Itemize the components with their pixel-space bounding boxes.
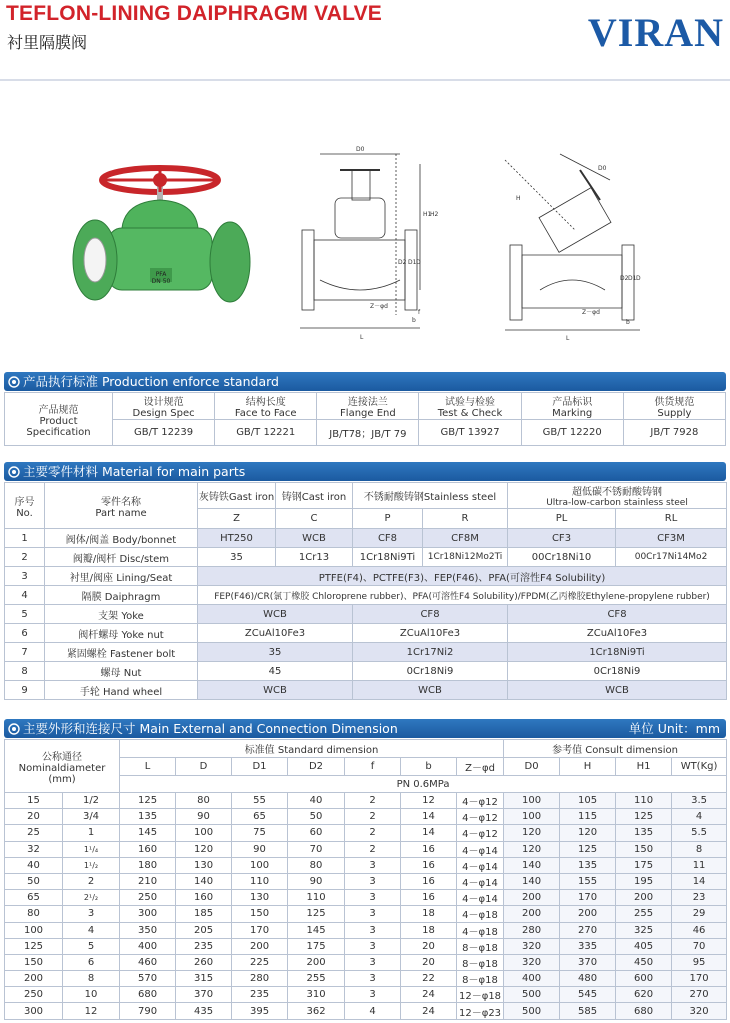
dim-cell: 120 — [504, 841, 560, 857]
mat-code: R — [423, 509, 508, 529]
dim-cell: 680 — [616, 1003, 672, 1019]
section-standard-title: 产品执行标准 Production enforce standard — [23, 374, 279, 389]
dim-cell: 405 — [616, 938, 672, 954]
dim-cell: 55 — [232, 793, 288, 809]
dim-cell: 3 — [345, 922, 401, 938]
dim-cell: 105 — [560, 793, 616, 809]
section-material-title: 主要零件材料 Material for main parts — [23, 464, 246, 479]
dim-cell: 335 — [560, 938, 616, 954]
mat-code: RL — [616, 509, 727, 529]
dim-cell: 195 — [616, 873, 672, 889]
dim-cell: 23 — [672, 890, 727, 906]
dim-cell: 10 — [63, 987, 120, 1003]
table-row: 6 阀杆螺母 Yoke nut ZCuAl10Fe3 ZCuAl10Fe3 ZCuAl10Fe3 — [5, 624, 727, 643]
dim-label-d1-angle: D1 — [628, 275, 637, 282]
dim-cell: 120 — [176, 841, 232, 857]
table-row — [5, 825, 727, 841]
dim-cell: 6 — [63, 954, 120, 970]
dim-cell: 3 — [345, 954, 401, 970]
dim-col-header: H1 — [616, 758, 672, 776]
std-value: JB/T78；JB/T 79 — [317, 420, 419, 446]
table-row: 2 阀瓣/阀杆 Disc/stem 35 1Cr13 1Cr18Ni9Ti 1Cr18Ni12Mo2Ti 00Cr18Ni10 00Cr17Ni14Mo2 — [5, 548, 727, 567]
dim-cell: 370 — [176, 987, 232, 1003]
dim-cell: 180 — [120, 857, 176, 873]
angle-valve-drawing — [505, 154, 640, 330]
dim-cell: 40 — [288, 793, 345, 809]
dim-label-d2-straight: D2 — [398, 259, 407, 266]
dim-cell: 1¹/₄ — [63, 841, 120, 857]
dim-cell: 130 — [176, 857, 232, 873]
dim-cell: 8－φ18 — [457, 971, 504, 987]
dim-cell: 80 — [5, 906, 63, 922]
dim-cell: 150 — [5, 954, 63, 970]
dim-col-header: H — [560, 758, 616, 776]
dim-cell: 25 — [5, 825, 63, 841]
dim-cell: 2 — [345, 793, 401, 809]
dim-cell: 170 — [560, 890, 616, 906]
dim-cell: 395 — [232, 1003, 288, 1019]
photo-marking-line2: DN 50 — [151, 278, 171, 285]
std-col-header: 连接法兰 Flange End — [317, 393, 419, 420]
dim-col-header: WT(Kg) — [672, 758, 727, 776]
product-figure — [0, 140, 730, 345]
dim-cell: 4 — [672, 809, 727, 825]
dim-cell: 4－φ12 — [457, 825, 504, 841]
dim-cell: 125 — [616, 809, 672, 825]
std-col-header: 设计规范 Design Spec — [113, 393, 215, 420]
dim-cell: 8 — [63, 971, 120, 987]
dim-label-zd-straight: Z－φd — [370, 303, 388, 310]
dim-cell: 46 — [672, 922, 727, 938]
dim-cell: 2 — [345, 809, 401, 825]
dim-label-d-angle: D — [636, 275, 641, 282]
dim-label-l-angle: L — [566, 335, 570, 342]
product-spec-label-en2: Specification — [26, 426, 91, 438]
dim-cell: 20 — [401, 954, 457, 970]
dim-cell: 4－φ14 — [457, 873, 504, 889]
photo-marking-line1: PFA — [155, 271, 167, 278]
dim-cell: 135 — [560, 857, 616, 873]
dim-cell: 145 — [120, 825, 176, 841]
dim-cell: 235 — [176, 938, 232, 954]
dim-cell: 3 — [345, 906, 401, 922]
dim-cell: 130 — [232, 890, 288, 906]
dim-cell: 2 — [345, 841, 401, 857]
table-row: 9 手轮 Hand wheel WCB WCB WCB — [5, 681, 727, 700]
dim-cell: 1 — [63, 825, 120, 841]
dim-cell: 140 — [504, 857, 560, 873]
dim-cell: 95 — [672, 954, 727, 970]
dim-cell: 400 — [120, 938, 176, 954]
dim-label-b-straight: b — [412, 317, 416, 324]
dim-cell: 32 — [5, 841, 63, 857]
std-value: GB/T 12220 — [521, 420, 623, 446]
page-title: TEFLON-LINING DAIPHRAGM VALVE — [6, 2, 383, 25]
dim-cell: 3 — [345, 987, 401, 1003]
dim-cell: 3 — [345, 873, 401, 889]
dim-cell: 22 — [401, 971, 457, 987]
dim-cell: 20 — [5, 809, 63, 825]
dim-cell: 310 — [288, 987, 345, 1003]
dim-cell: 125 — [288, 906, 345, 922]
std-value: GB/T 13927 — [419, 420, 521, 446]
dim-cell: 155 — [560, 873, 616, 889]
section-dimension-title: 主要外形和连接尺寸 Main External and Connection Dimension — [23, 721, 398, 736]
dim-cell: 1/2 — [63, 793, 120, 809]
dim-cell: 150 — [232, 906, 288, 922]
dim-cell: 75 — [232, 825, 288, 841]
dim-cell: 120 — [504, 825, 560, 841]
dim-cell: 315 — [176, 971, 232, 987]
dim-cell: 50 — [288, 809, 345, 825]
mat-head-part: 零件名称 Part name — [45, 483, 198, 529]
dim-cell: 585 — [560, 1003, 616, 1019]
dim-cell: 3 — [345, 890, 401, 906]
dim-cell: 3 — [345, 857, 401, 873]
dim-cell: 4－φ14 — [457, 890, 504, 906]
dim-cell: 110 — [232, 873, 288, 889]
table-row: 5 支架 Yoke WCB CF8 CF8 — [5, 605, 727, 624]
dim-cell: 480 — [560, 971, 616, 987]
table-row — [5, 971, 727, 987]
dim-cell: 18 — [401, 922, 457, 938]
table-row: 7 紧固螺栓 Fastener bolt 35 1Cr17Ni2 1Cr18Ni9Ti — [5, 643, 727, 662]
dimension-table — [4, 739, 727, 1020]
dim-cell: 3 — [63, 906, 120, 922]
dim-cell: 200 — [560, 906, 616, 922]
dim-col-header: b — [401, 758, 457, 776]
dim-cell: 790 — [120, 1003, 176, 1019]
mat-code: PL — [508, 509, 616, 529]
dim-cell: 15 — [5, 793, 63, 809]
mat-head-ulc: 超低碳不锈耐酸铸钢 Ultra-low-carbon stainless steel — [508, 483, 727, 509]
mat-head-stainless: 不锈耐酸铸钢Stainless steel — [353, 483, 508, 509]
dim-cell: 300 — [120, 906, 176, 922]
dim-head-consult: 参考值 Consult dimension — [504, 740, 727, 758]
table-row: 3 衬里/阀座 Lining/Seat PTFE(F4)、PCTFE(F3)、FEP(F46)、PFA(可溶性F4 Solubility) — [5, 567, 727, 586]
table-row — [5, 873, 727, 889]
dim-cell: 120 — [560, 825, 616, 841]
product-spec-label-cn: 产品规范 — [38, 404, 79, 416]
dim-cell: 135 — [616, 825, 672, 841]
dim-cell: 450 — [616, 954, 672, 970]
dim-cell: 210 — [120, 873, 176, 889]
dim-cell: 200 — [504, 890, 560, 906]
dim-cell: 8－φ18 — [457, 954, 504, 970]
dim-cell: 4－φ18 — [457, 906, 504, 922]
dim-label-zd-angle: Z－φd — [582, 309, 600, 316]
dim-cell: 435 — [176, 1003, 232, 1019]
dim-cell: 500 — [504, 987, 560, 1003]
table-row — [5, 1003, 727, 1019]
dim-cell: 160 — [120, 841, 176, 857]
dim-cell: 200 — [232, 938, 288, 954]
dim-label-d-straight: D — [416, 259, 421, 266]
mat-head-gray-iron: 灰铸铁Gast iron — [198, 483, 276, 509]
dim-cell: 24 — [401, 987, 457, 1003]
dim-cell: 250 — [120, 890, 176, 906]
dim-cell: 5 — [63, 938, 120, 954]
dim-cell: 3 — [345, 971, 401, 987]
dim-label-f-straight: f — [418, 309, 421, 316]
dim-cell: 65 — [5, 890, 63, 906]
dim-cell: 2¹/₂ — [63, 890, 120, 906]
dim-cell: 325 — [616, 922, 672, 938]
std-col-header: 产品标识 Marking — [521, 393, 623, 420]
dim-cell: 200 — [288, 954, 345, 970]
dim-cell: 140 — [504, 873, 560, 889]
brand-logo: VIRAN — [587, 10, 724, 55]
table-row — [5, 793, 727, 809]
dim-cell: 110 — [288, 890, 345, 906]
header-divider — [0, 79, 730, 81]
dim-cell: 80 — [288, 857, 345, 873]
mat-head-cast-steel: 铸钢Cast iron — [276, 483, 353, 509]
dim-cell: 14 — [401, 825, 457, 841]
dim-col-header: D — [176, 758, 232, 776]
unit-label: 单位 Unit：mm — [628, 721, 720, 736]
dim-cell: 100 — [176, 825, 232, 841]
dim-cell: 460 — [120, 954, 176, 970]
dim-cell: 500 — [504, 1003, 560, 1019]
dim-cell: 145 — [288, 922, 345, 938]
std-col-header: 结构长度 Face to Face — [215, 393, 317, 420]
dim-cell: 125 — [560, 841, 616, 857]
dim-label-l-straight: L — [360, 334, 364, 341]
dim-label-b-angle: b — [626, 319, 630, 326]
dim-cell: 140 — [176, 873, 232, 889]
dim-cell: 160 — [176, 890, 232, 906]
section-material-header — [4, 462, 726, 481]
dim-cell: 65 — [232, 809, 288, 825]
product-spec-label-cell — [5, 393, 113, 446]
table-row: 4 隔膜 Daiphragm FEP(F46)/CR(氯丁橡胶 Chloroprene rubber)、PFA(可溶性F4 Solubility)/FPDM(乙丙橡胶Ethylene-propylene rubber) — [5, 586, 727, 605]
dim-cell: 225 — [232, 954, 288, 970]
dim-cell: 200 — [5, 971, 63, 987]
table-row — [5, 954, 727, 970]
table-row — [5, 809, 727, 825]
dim-cell: 3.5 — [672, 793, 727, 809]
dim-cell: 12－φ23 — [457, 1003, 504, 1019]
dim-cell: 255 — [616, 906, 672, 922]
dim-cell: 24 — [401, 1003, 457, 1019]
mat-code: C — [276, 509, 353, 529]
dim-cell: 50 — [5, 873, 63, 889]
dim-cell: 362 — [288, 1003, 345, 1019]
dim-cell: 320 — [504, 938, 560, 954]
material-table — [4, 482, 727, 700]
dim-cell: 400 — [504, 971, 560, 987]
dim-cell: 14 — [672, 873, 727, 889]
dim-cell: 16 — [401, 873, 457, 889]
dim-cell: 135 — [120, 809, 176, 825]
dim-cell: 545 — [560, 987, 616, 1003]
dim-cell: 100 — [5, 922, 63, 938]
dim-cell: 1¹/₂ — [63, 857, 120, 873]
table-row — [5, 841, 727, 857]
dim-cell: 370 — [560, 954, 616, 970]
dim-cell: 350 — [120, 922, 176, 938]
section-dimension-header — [4, 719, 726, 738]
dim-cell: 175 — [616, 857, 672, 873]
dim-cell: 125 — [5, 938, 63, 954]
table-row — [5, 922, 727, 938]
dim-label-d2-angle: D2 — [620, 275, 629, 282]
table-row — [5, 890, 727, 906]
dim-cell: 170 — [672, 971, 727, 987]
dim-cell: 3/4 — [63, 809, 120, 825]
dim-cell: 200 — [504, 906, 560, 922]
dim-cell: 12 — [401, 793, 457, 809]
dim-cell: 175 — [288, 938, 345, 954]
dim-col-header: f — [345, 758, 401, 776]
section-bullet-icon — [8, 374, 20, 386]
dim-cell: 2 — [63, 873, 120, 889]
dim-cell: 680 — [120, 987, 176, 1003]
product-spec-label-en1: Product — [39, 415, 78, 427]
dim-cell: 12 — [63, 1003, 120, 1019]
dim-cell: 4 — [345, 1003, 401, 1019]
dim-cell: 40 — [5, 857, 63, 873]
dim-head-nominal: 公称通径 Nominaldiameter (mm) — [5, 740, 120, 793]
dim-col-header: L — [120, 758, 176, 776]
dim-cell: 8－φ18 — [457, 938, 504, 954]
dim-cell: 90 — [176, 809, 232, 825]
table-row — [5, 938, 727, 954]
dim-cell: 5.5 — [672, 825, 727, 841]
section-bullet-icon — [8, 721, 20, 733]
dim-cell: 16 — [401, 890, 457, 906]
dim-cell: 115 — [560, 809, 616, 825]
dim-cell: 260 — [176, 954, 232, 970]
dim-cell: 300 — [5, 1003, 63, 1019]
dim-cell: 620 — [616, 987, 672, 1003]
dim-cell: 8 — [672, 841, 727, 857]
std-value: GB/T 12239 — [113, 420, 215, 446]
section-bullet-icon — [8, 464, 20, 476]
dim-cell: 4－φ12 — [457, 793, 504, 809]
dim-label-h1: H1 — [423, 211, 432, 218]
mat-code: P — [353, 509, 423, 529]
standard-table — [4, 392, 726, 446]
valve-photo — [73, 168, 250, 302]
dim-cell: 16 — [401, 857, 457, 873]
mat-code: Z — [198, 509, 276, 529]
dim-cell: 235 — [232, 987, 288, 1003]
dim-label-d0: D0 — [356, 146, 365, 153]
dim-cell: 4 — [63, 922, 120, 938]
std-value: JB/T 7928 — [623, 420, 725, 446]
dim-cell: 16 — [401, 841, 457, 857]
std-value: GB/T 12221 — [215, 420, 317, 446]
dim-cell: 4－φ14 — [457, 857, 504, 873]
dim-cell: 4－φ14 — [457, 841, 504, 857]
dim-cell: 280 — [504, 922, 560, 938]
straight-valve-drawing — [300, 154, 420, 328]
dim-cell: 4－φ12 — [457, 809, 504, 825]
dim-cell: 70 — [672, 938, 727, 954]
dim-label-d1-straight: D1 — [408, 259, 417, 266]
dim-cell: 90 — [288, 873, 345, 889]
dim-cell: 3 — [345, 938, 401, 954]
dim-cell: 90 — [232, 841, 288, 857]
dim-label-h-angle: H — [516, 195, 521, 202]
dim-cell: 200 — [616, 890, 672, 906]
dim-cell: 11 — [672, 857, 727, 873]
dim-cell: 70 — [288, 841, 345, 857]
dim-cell: 600 — [616, 971, 672, 987]
dim-cell: 150 — [616, 841, 672, 857]
dim-cell: 125 — [120, 793, 176, 809]
dim-head-standard: 标准值 Standard dimension — [120, 740, 504, 758]
dim-cell: 100 — [504, 809, 560, 825]
mat-head-no: 序号 No. — [5, 483, 45, 529]
dim-cell: 100 — [232, 857, 288, 873]
dim-col-header: D1 — [232, 758, 288, 776]
dim-cell: 270 — [672, 987, 727, 1003]
dim-col-header: D0 — [504, 758, 560, 776]
std-col-header: 供货规范 Supply — [623, 393, 725, 420]
dim-cell: 270 — [560, 922, 616, 938]
page-subtitle: 衬里隔膜阀 — [7, 33, 88, 52]
dim-cell: 570 — [120, 971, 176, 987]
dim-label-d0-angle: D0 — [598, 165, 607, 172]
dim-cell: 255 — [288, 971, 345, 987]
dim-cell: 14 — [401, 809, 457, 825]
dim-cell: 185 — [176, 906, 232, 922]
dim-cell: 80 — [176, 793, 232, 809]
dim-label-h2: H2 — [430, 211, 439, 218]
dim-cell: 12－φ18 — [457, 987, 504, 1003]
dim-cell: 100 — [504, 793, 560, 809]
pressure-label: PN 0.6MPa — [120, 776, 727, 793]
table-row — [5, 857, 727, 873]
dim-cell: 2 — [345, 825, 401, 841]
dim-cell: 29 — [672, 906, 727, 922]
dim-cell: 320 — [504, 954, 560, 970]
dim-cell: 250 — [5, 987, 63, 1003]
section-standard-header — [4, 372, 726, 391]
dim-cell: 205 — [176, 922, 232, 938]
dim-cell: 18 — [401, 906, 457, 922]
dim-col-header: D2 — [288, 758, 345, 776]
table-row: 1 阀体/阀盖 Body/bonnet HT250 WCB CF8 CF8M CF3 CF3M — [5, 529, 727, 548]
std-col-header: 试验与检验 Test & Check — [419, 393, 521, 420]
dim-col-header: Z－φd — [457, 758, 504, 776]
table-row — [5, 906, 727, 922]
dim-cell: 320 — [672, 1003, 727, 1019]
dim-cell: 4－φ18 — [457, 922, 504, 938]
dim-cell: 110 — [616, 793, 672, 809]
dim-cell: 60 — [288, 825, 345, 841]
dim-cell: 170 — [232, 922, 288, 938]
table-row: 8 螺母 Nut 45 0Cr18Ni9 0Cr18Ni9 — [5, 662, 727, 681]
dim-cell: 20 — [401, 938, 457, 954]
dim-cell: 280 — [232, 971, 288, 987]
table-row — [5, 987, 727, 1003]
